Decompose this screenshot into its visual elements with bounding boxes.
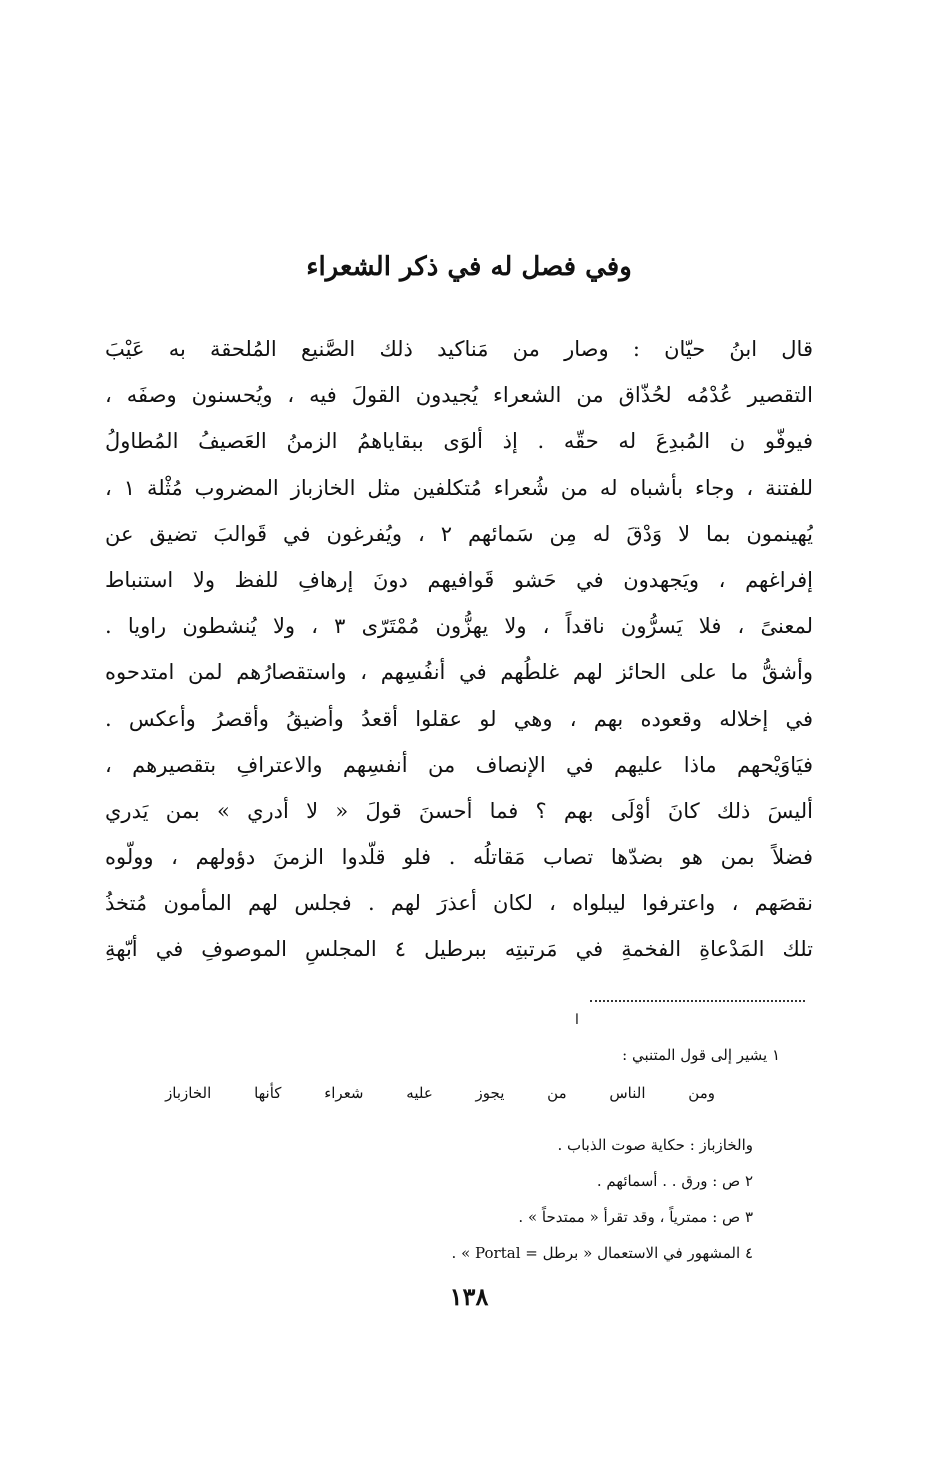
section-heading: وفي فصل له في ذكر الشعراء — [306, 252, 632, 282]
text-line: في إخلاله وقعوده بهم ، وهي لو عقلوا أقعدُ وأضيقُ وأقصرُ وأعكس . — [105, 706, 813, 731]
text-line: نقصَهم ، واعترفوا ليبلواه ، لكان أعذرَ لهم . فجلس لهم المأمون مُتخذُ — [105, 891, 813, 916]
verse-word: يجوز — [475, 1084, 505, 1102]
footnote-text: ١ يشير إلى قول المتنبي : — [622, 1046, 780, 1064]
text-line: إفراغهم ، ويَجهدون في حَشو قَوافيهم دونَ إرهافِ للفظ ولا استنباط — [105, 567, 813, 592]
footnote-3: ٣ ص : ممترياً ، وقد تقرأ « ممتدحاً » . — [518, 1208, 753, 1226]
text-line: فضلاً بمن هو بضدّها تصاب مَقاتلُه . فلو قلّدوا الزمنَ دؤولهم ، وولّوه — [105, 845, 813, 870]
footnote-4: ٤ المشهور في الاستعمال « برطل = Portal » . — [451, 1244, 753, 1262]
footnote-2: ٢ ص : ورق . . أسمائهم . — [596, 1172, 753, 1190]
text-line: وأشقُّ ما على الحائز لهم غلطُهم في أنفُسِهم ، واستقصارُهم لمن امتدحوه — [105, 660, 813, 685]
page-number: ١٣٨ — [449, 1282, 489, 1311]
text-line: يُهينمون بما لا وَدْقَ له مِن سَمائهم ٢ ، ويُفرغون في قَوالبَ تضيق عن — [105, 521, 813, 546]
footnote-1 — [150, 1040, 780, 1070]
footnote-mark: ا — [575, 1012, 579, 1028]
text-line: للفتنة ، وجاء بأشباه له من شُعراء مُتكلفين مثل الخازباز المضروب مُثْلة ١ ، — [105, 475, 813, 500]
body-paragraph — [105, 326, 813, 973]
text-line: فيوفّو ن المُبدِعَ له حقّه . إذ ألوَى ببقاياهمُ الزمنُ العَصيفُ المُطاولُ — [105, 429, 813, 454]
poem-verse — [165, 1084, 715, 1102]
footnote-1-continued: والخازباز : حكاية صوت الذباب . — [557, 1136, 753, 1154]
text-line: تلك المَدْعاةِ الفخمةِ في مَرتبتِه ببرطيل ٤ المجلسِ الموصوفِ في أبّهةِ — [105, 937, 813, 962]
verse-word: الناس — [609, 1084, 646, 1102]
footnote-separator — [590, 1000, 805, 1002]
verse-word: شعراء — [324, 1084, 364, 1102]
verse-word: عليه — [406, 1084, 433, 1102]
text-line: لمعنىً ، فلا يَسرُّون ناقداً ، ولا يهزُّون مُمْتَرّى ٣ ، ولا يُنشطون راويا . — [105, 614, 813, 639]
verse-word: من — [547, 1084, 567, 1102]
verse-word: ومن — [688, 1084, 715, 1102]
text-line: التقصير عُدْمُه لحُذّاق من الشعراء يُجيدون القولَ فيه ، ويُحسنون وصفَه ، — [105, 383, 813, 408]
text-line: فيَاوَيْحهم ماذا عليهم في الإنصاف من أنفسِهم والاعترافِ بتقصيرهم ، — [105, 752, 813, 777]
footnotes — [452, 1127, 753, 1271]
text-line: أليسَ ذلك كانَ أوْلَى بهم ؟ فما أحسنَ قولَ « لا أدري » بمن يَدري — [105, 798, 813, 823]
text-line: قال ابنُ حيّان : وصار من مَناكيد ذلك الصَّنيع المُلحقة به عَيْبَ — [105, 337, 813, 361]
verse-word: الخازباز — [165, 1084, 212, 1102]
verse-word: كأنها — [254, 1084, 282, 1102]
